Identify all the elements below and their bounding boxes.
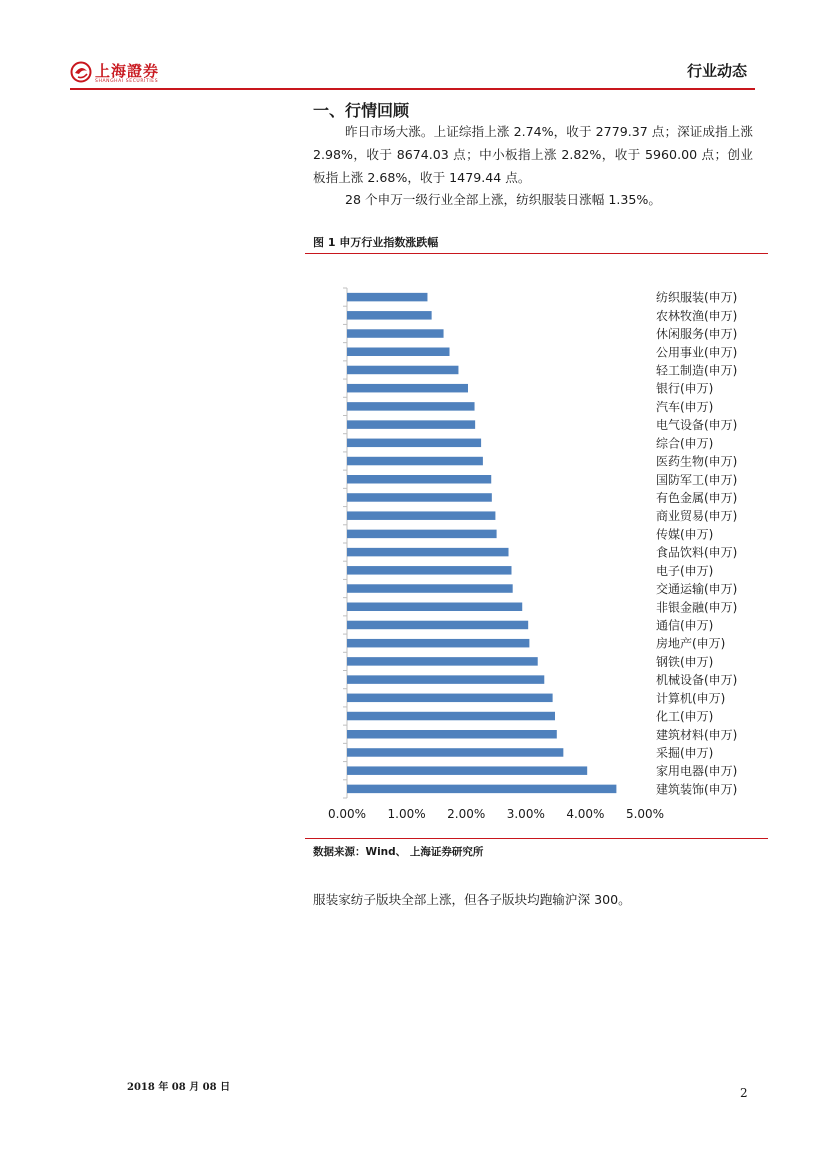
x-tick-label: 4.00% [566,807,605,821]
industry-bar-chart [305,270,768,830]
x-tick-label: 2.00% [447,807,486,821]
bar [347,439,481,448]
category-label: 房地产(申万) [656,636,726,651]
category-label: 采掘(申万) [656,745,714,760]
bar [347,530,497,539]
bar [347,766,587,775]
bar [347,657,538,666]
bar [347,457,483,466]
category-label: 电子(申万) [656,563,714,578]
figure-bottom-rule [305,838,768,839]
category-label: 银行(申万) [656,381,714,396]
company-logo [70,60,170,88]
figure-title: 图 1 申万行业指数涨跌幅 [313,236,439,249]
x-tick-label: 1.00% [387,807,426,821]
market-review-paragraph: 昨日市场大涨。上证综指上涨 2.74%，收于 2779.37 点；深证成指上涨 2.98%，收于 8674.03 点；中小板指上涨 2.82%，收于 5960.00 点；创业板指上涨 2.68%，收于 1479.44 点。 [313,124,753,185]
bar [347,566,511,575]
category-label: 有色金属(申万) [656,490,738,505]
bar [347,675,544,684]
category-label: 农林牧渔(申万) [656,308,738,323]
industry-summary-paragraph: 28 个申万一级行业全部上涨，纺织服装日涨幅 1.35%。 [345,192,661,207]
category-label: 国防军工(申万) [656,472,738,487]
bar [347,748,563,757]
header-divider [70,88,755,90]
footer-date: 2018 年 08 月 08 日 [127,1082,231,1093]
bar [347,694,553,703]
bar [347,293,427,302]
bar [347,420,475,429]
category-label: 建筑材料(申万) [656,727,738,742]
category-label: 轻工制造(申万) [656,363,738,378]
figure-top-rule [305,253,768,254]
section-heading: 一、行情回顾 [313,101,410,120]
category-label: 传媒(申万) [656,527,714,542]
x-tick-label: 0.00% [327,807,367,821]
category-label: 建筑装饰(申万) [656,782,738,797]
bar [347,584,513,593]
category-label: 商业贸易(申万) [656,509,738,524]
bar [347,384,468,393]
page-number: 2 [740,1086,748,1100]
bar [347,548,509,557]
category-label: 家用电器(申万) [656,764,738,779]
logo-subtext: SHANGHAI SECURITIES [95,79,159,84]
bar [347,639,529,648]
category-label: 计算机(申万) [656,691,726,706]
bar [347,402,475,411]
bar [347,475,491,484]
category-label: 非银金融(申万) [656,600,738,615]
textile-summary-paragraph: 服装家纺子版块全部上涨，但各子版块均跑输沪深 300。 [313,892,631,907]
bar [347,493,492,502]
category-label: 通信(申万) [656,618,714,633]
category-label: 化工(申万) [656,709,714,724]
bar [347,712,555,721]
bar [347,785,616,794]
x-tick-label: 5.00% [625,807,665,821]
category-label: 休闲服务(申万) [656,327,738,342]
bar [347,511,495,520]
category-label: 公用事业(申万) [656,345,738,360]
category-label: 电气设备(申万) [656,418,738,433]
bar [347,621,528,630]
bar [347,329,444,338]
category-label: 纺织服装(申万) [656,290,738,305]
bar [347,603,522,612]
category-label: 综合(申万) [656,436,714,451]
category-label: 食品饮料(申万) [656,545,738,560]
logo-text: 上海證券 [95,62,160,80]
bar [347,311,432,320]
category-label: 交通运输(申万) [656,582,738,597]
logo-emblem-icon [70,61,92,83]
header-section-title: 行业动态 [686,62,747,80]
category-label: 钢铁(申万) [656,654,714,669]
figure-source: 数据来源：Wind、 上海证券研究所 [313,846,484,858]
category-label: 汽车(申万) [656,399,714,414]
bar [347,730,557,739]
category-label: 机械设备(申万) [656,673,738,688]
bar [347,348,450,357]
x-tick-label: 3.00% [506,807,545,821]
bar [347,366,458,375]
category-label: 医药生物(申万) [656,454,738,469]
